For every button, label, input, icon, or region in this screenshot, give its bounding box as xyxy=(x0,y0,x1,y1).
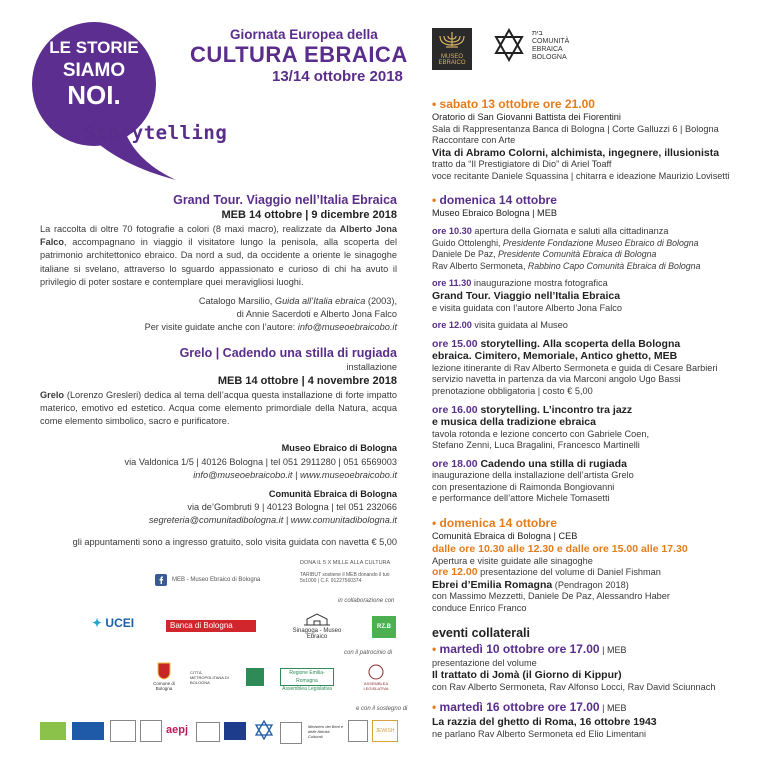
sun-event-5-line-1: tavola rotonda e lezione concerto con Gabriele Coen, xyxy=(432,428,650,439)
collateral-1-line-1: presentazione del volume xyxy=(432,657,537,668)
comunita-name: Comunità Ebraica di Bologna xyxy=(268,489,397,500)
museo-ebraico-logo xyxy=(432,28,472,70)
star-of-david-icon xyxy=(254,720,274,740)
assemblea-legislativa-logo: Regione Emilia-Romagna Assemblea Legislativa xyxy=(280,668,334,686)
entry-note: gli appuntamenti sono a ingresso gratuito, solo visita guidata con navetta € 5,00 xyxy=(72,536,397,547)
logo-line-2: SIAMO xyxy=(62,60,126,81)
ceb-times: dalle ore 10.30 alle 12.30 e dalle ore 15.00 alle 17.30 xyxy=(432,542,688,555)
sat-line-4: tratto da “Il Prestigiatore di Dio” di Ariel Toaff xyxy=(432,159,612,170)
sun-event-6-title: ore 18.00 Cadendo una stilla di rugiada xyxy=(432,457,627,470)
collateral-1-title: Il trattato di Jomà (il Giorno di Kippur) xyxy=(432,669,622,682)
sun-event-4-title-2: ebraica. Cimitero, Memoriale, Antico ghetto, MEB xyxy=(432,350,678,363)
ceb-line-1: Apertura e visite guidate alle sinagoghe xyxy=(432,555,593,566)
sun-event-6-line-3: e performance dell’attore Michele Tomasetti xyxy=(432,493,610,504)
regione-emilia-icon xyxy=(246,668,264,686)
sat-title: Vita di Abramo Colorni, alchimista, ingegnere, illusionista xyxy=(432,146,720,159)
donation-line-1: DONA IL 5 X MILLE ALLA CULTURA xyxy=(300,560,391,566)
sunday-ceb-heading: • domenica 14 ottobre xyxy=(432,515,557,530)
ceb-location: Comunità Ebraica di Bologna | CEB xyxy=(432,530,578,541)
sponsor-logo-4 xyxy=(140,720,162,742)
collateral-2-heading: • martedì 16 ottobre ore 17.00 | MEB xyxy=(432,700,627,715)
logo-line-1: LE STORIE xyxy=(49,38,139,57)
republic-emblem-logo xyxy=(280,722,302,744)
museo-logo-line-2: EBRAICO xyxy=(438,60,466,66)
event-text: apertura della Giornata e saluti alla cittadinanza xyxy=(474,226,669,237)
museo-name: Museo Ebraico di Bologna xyxy=(281,443,397,454)
visits-prefix: Per visite guidate anche con l’autore: xyxy=(144,322,298,333)
sponsor-label: e con il sostegno di xyxy=(356,706,408,712)
header-dates: 13/14 ottobre 2018 xyxy=(272,68,403,85)
ceb-event: ore 12.00 presentazione del volume di Daniel Fishman xyxy=(432,566,661,579)
event-time: ore 12.00 xyxy=(432,566,478,579)
grandtour-body xyxy=(40,223,397,289)
jewish-logo: JEWISH xyxy=(372,720,398,742)
sun-event-2-title: Grand Tour. Viaggio nell’Italia Ebraica xyxy=(432,290,621,303)
ceb-line-3: conduce Enrico Franco xyxy=(432,602,527,613)
museo-logo-line-1: MUSEO xyxy=(440,54,463,60)
assemblea-seal-logo: ASSEMBLEA LEGISLATIVA xyxy=(356,664,396,694)
sun-event-5-title: ore 16.00 storytelling. L’incontro tra jazz xyxy=(432,403,633,416)
grandtour-body-1: La raccolta di oltre 70 fotografie a colori (8 maxi macro), realizzate da xyxy=(40,224,340,234)
sun-event-5-line-2: Stefano Zenni, Luca Bragalini, Francesco Martinelli xyxy=(432,440,640,451)
catalog-prefix: Catalogo Marsilio, xyxy=(198,296,275,307)
grelo-name: Grelo xyxy=(40,389,64,400)
comunita-address: via de’Gombruti 9 | 40123 Bologna | tel 051 232066 xyxy=(187,502,397,513)
sun-event-4-title: ore 15.00 storytelling. Alla scoperta della Bologna xyxy=(432,337,681,350)
sun-event-4-line-2: servizio navetta in partenza da via Marconi angolo Ugo Bassi xyxy=(432,374,681,385)
aepj-logo: aepj xyxy=(166,724,189,736)
visits-email-link[interactable]: info@museoebraicobo.it xyxy=(297,322,397,333)
banca-di-bologna-logo: Banca di Bologna xyxy=(166,620,256,632)
sun-event-2-sub: e visita guidata con l’autore Alberto Jona Falco xyxy=(432,302,622,313)
sat-line-5: voce recitante Daniele Squassina | chitarra e ideazione Maurizio Lovisetti xyxy=(432,170,730,181)
synagogue-icon xyxy=(302,612,332,626)
header-line-1: Giornata Europea della xyxy=(230,27,378,42)
donation-line-2: TARIBUT sostiene il MEB donando il tuo 5x1000 | C.F. 91227560374 xyxy=(300,572,390,584)
sun-event-6-line-2: con presentazione di Raimonda Bongiovanni xyxy=(432,481,615,492)
sun-event-1-person-1: Guido Ottolenghi, Presidente Fondazione Museo Ebraico di Bologna xyxy=(432,237,699,248)
comune-bologna-logo: Comune di Bologna xyxy=(146,662,182,694)
sun-event-6-line-1: inaugurazione della installazione dell’artista Grelo xyxy=(432,470,634,481)
right-column xyxy=(432,96,762,740)
storytelling-title: Storytelling xyxy=(84,122,228,144)
saturday-heading-text: sabato 13 ottobre ore 21.00 xyxy=(439,97,595,111)
ucei-label: UCEI xyxy=(105,616,135,630)
ucei-logo xyxy=(92,616,152,636)
bullet-icon: • xyxy=(432,193,440,208)
sun-location: Museo Ebraico Bologna | MEB xyxy=(432,208,557,219)
menorah-icon xyxy=(432,28,472,50)
collaboration-label: in collaborazione con xyxy=(338,598,395,604)
sat-line-1: Oratorio di San Giovanni Battista dei Fiorentini xyxy=(432,112,621,122)
sunday-heading-text: domenica 14 ottobre xyxy=(439,193,557,208)
sun-event-1-person-3: Rav Alberto Sermoneta, Rabbino Capo Comunità Ebraica di Bologna xyxy=(432,260,701,271)
collateral-1-heading: • martedì 10 ottobre ore 17.00 | MEB xyxy=(432,641,627,656)
star-of-david-icon xyxy=(492,28,526,62)
collateral-2-line-1: ne parlano Rav Alberto Sermoneta ed Elio Limentani xyxy=(432,728,646,739)
sunday-heading xyxy=(432,192,762,208)
rzb-logo: RZ.B xyxy=(372,616,396,638)
sat-line-3: Raccontare con Arte xyxy=(432,135,516,146)
logo-line-3: NOI. xyxy=(67,80,121,110)
museo-web-link[interactable]: info@museoebraicobo.it | www.museoebraicobo.it xyxy=(193,469,397,480)
shield-icon xyxy=(157,662,171,680)
event-time: ore 11.30 xyxy=(432,278,472,289)
sponsor-logo-10 xyxy=(348,720,368,742)
sun-event-1-person-2: Daniele De Paz, Presidente Comunità Ebraica di Bologna xyxy=(432,249,657,260)
sun-event-4-line-3: prenotazione obbligatoria | costo € 5,00 xyxy=(432,385,593,396)
event-time: ore 15.00 xyxy=(432,337,478,350)
grandtour-body-2: , accompagnano in viaggio il visitatore lungo la penisola, alla scoperta del patrimonio architettonico ebraico. Da nord a sud, da occidente a oriente le sinagoghe italiane si svelano, attraverso lo sguardo appassionato e curioso di chi ha avuto il privilegio di poter sostare e contemplare quei meravigliosi luoghi. xyxy=(40,237,397,287)
comunita-logo-text: בית COMUNITÀ EBRAICA BOLOGNA xyxy=(532,30,570,61)
header-title: CULTURA EBRAICA xyxy=(190,42,408,67)
sponsor-logo-3 xyxy=(110,720,136,742)
sun-event-2 xyxy=(432,278,762,290)
sponsor-logo-7 xyxy=(224,722,246,740)
sun-event-1 xyxy=(432,226,762,238)
sinagoga-label: Sinagoga - Museo Ebraico xyxy=(292,628,342,640)
grandtour-catalog-2: di Annie Sacerdoti e Alberto Jona Falco xyxy=(236,309,397,320)
grandtour-catalog-3 xyxy=(40,321,397,334)
bullet-icon: • xyxy=(432,97,440,111)
collateral-1-line-2: con Rav Alberto Sermoneta, Rav Alfonso Locci, Rav David Sciunnach xyxy=(432,681,716,692)
event-text: inaugurazione mostra fotografica xyxy=(473,278,608,289)
ucei-icon: ✦ xyxy=(92,616,103,630)
grandtour-author: Alberto Jona Falco xyxy=(40,224,397,248)
event-text: visita guidata al Museo xyxy=(474,320,568,331)
museo-address: via Valdonica 1/5 | 40126 Bologna | tel 051 2911280 | 051 6569003 xyxy=(124,456,397,467)
grelo-title: Grelo | Cadendo una stilla di rugiada xyxy=(179,345,397,360)
grelo-dates: MEB 14 ottobre | 4 novembre 2018 xyxy=(217,374,397,387)
book-title: Ebrei d’Emilia Romagna xyxy=(432,578,553,591)
event-time: ore 10.30 xyxy=(432,226,472,237)
grelo-sub: installazione xyxy=(346,361,397,372)
grandtour-title: Grand Tour. Viaggio nell’Italia Ebraica xyxy=(173,193,397,207)
grandtour-dates: MEB 14 ottobre | 9 dicembre 2018 xyxy=(221,209,397,221)
sun-event-3 xyxy=(432,320,762,332)
patronage-label: con il patrocinio di xyxy=(344,650,393,656)
sponsor-logo-1 xyxy=(40,722,66,740)
grandtour-catalog-1 xyxy=(40,295,397,308)
sun-event-4-line-1: lezione itinerante di Rav Alberto Sermoneta e guida di Cesare Barbieri xyxy=(432,362,718,373)
catalog-title: Guida all’Italia ebraica xyxy=(274,296,366,307)
citta-metropolitana-logo: CITTÀ METROPOLITANA DI BOLOGNA xyxy=(190,670,229,685)
ceb-line-2: con Massimo Mezzetti, Daniele De Paz, Alessandro Haber xyxy=(432,591,670,602)
sun-event-5-title-2: e musica della tradizione ebraica xyxy=(432,416,596,428)
saturday-heading xyxy=(432,96,762,112)
facebook-page-label[interactable]: MEB - Museo Ebraico di Bologna xyxy=(172,577,261,583)
left-column xyxy=(40,192,397,549)
ceb-book: Ebrei d’Emilia Romagna (Pendragon 2018) xyxy=(432,578,629,591)
event-time: ore 12.00 xyxy=(432,320,472,331)
sponsor-logo-2 xyxy=(72,722,104,740)
sinagoga-logo xyxy=(282,612,352,638)
comunita-web-link[interactable]: segreteria@comunitadibologna.it | www.comunitadibologna.it xyxy=(148,515,397,526)
catalog-year: (2003), xyxy=(365,296,397,307)
logo-text xyxy=(34,36,154,110)
collateral-2-title: La razzia del ghetto di Roma, 16 ottobre 1943 xyxy=(432,716,657,729)
collateral-heading: eventi collaterali xyxy=(432,625,530,640)
facebook-icon[interactable] xyxy=(155,574,167,586)
sat-line-2: Sala di Rappresentanza Banca di Bologna | Corte Galluzzi 6 | Bologna xyxy=(432,123,719,134)
seal-icon xyxy=(368,664,384,680)
event-time: ore 16.00 xyxy=(432,403,478,416)
event-time: ore 18.00 xyxy=(432,457,478,470)
bullet-icon: • xyxy=(432,515,440,530)
ministero-logo: Ministero dei Beni e delle Attività Culturali xyxy=(308,724,344,739)
sponsor-logo-6 xyxy=(196,722,220,742)
grelo-body xyxy=(40,389,397,429)
grelo-body-text: (Lorenzo Gresleri) dedica al tema dell’acqua questa installazione di forte impatto materico, emotivo ed estetico. Acqua come elemento primordiale della Natura, acqua come elemento simbolico, sacro e purificatore. xyxy=(40,389,397,427)
